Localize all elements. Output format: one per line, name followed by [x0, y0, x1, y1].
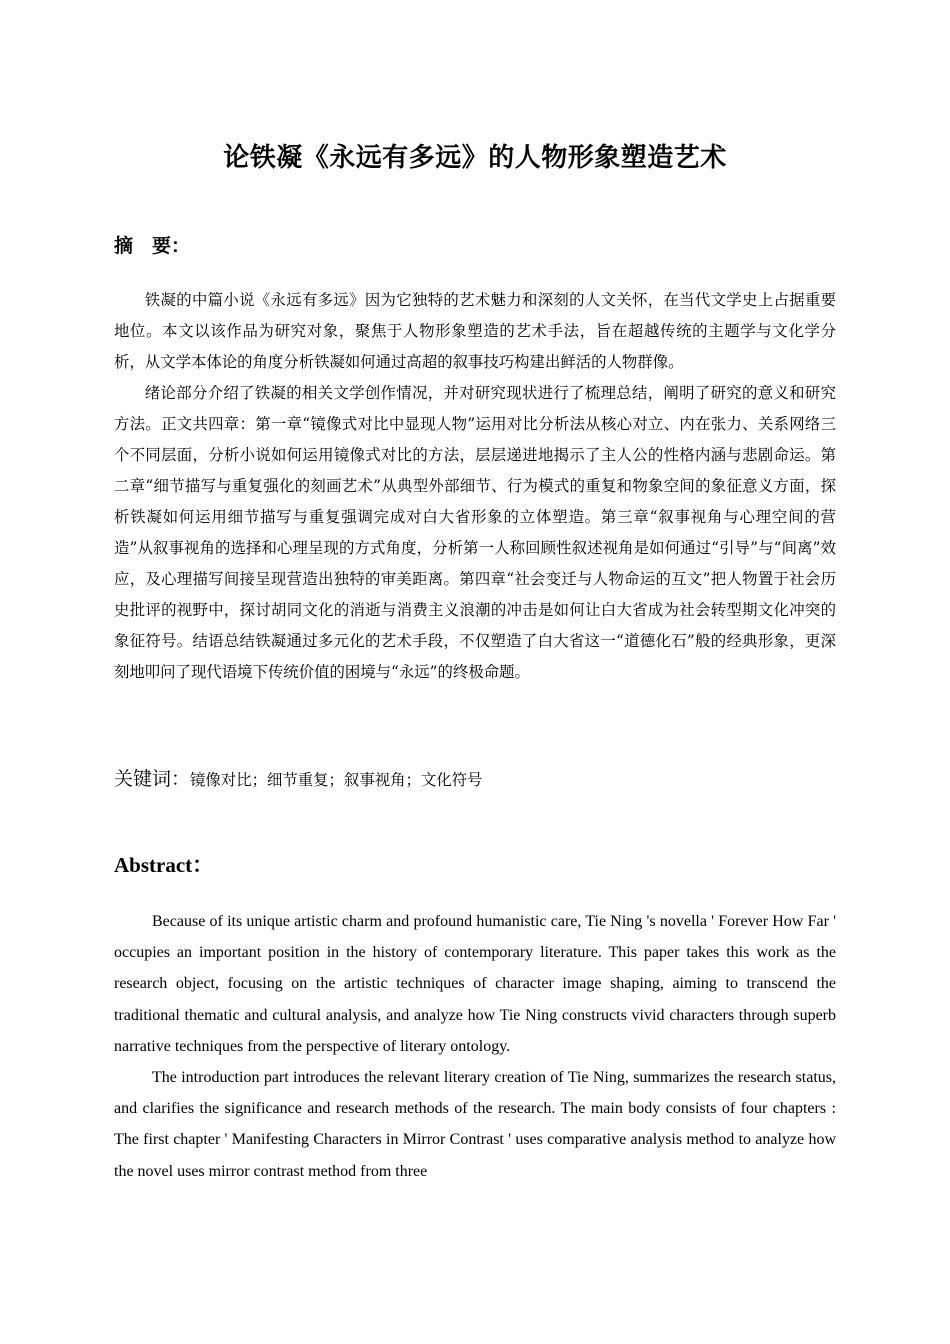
- keywords-line: [114, 764, 482, 795]
- keywords-label: 关键词：: [114, 768, 191, 790]
- abstract-en-paragraph: The introduction part introduces the relevant literary creation of Tie Ning, summarizes the research status, and clarifies the significance and research methods of the research. The main body consists of four chapters : The first chapter ' Manifesting Characters in Mirror Contrast ' uses comparative analysis method to analyze how the novel uses mirror contrast method from three: [114, 1069, 836, 1180]
- abstract-cn-heading: 摘 要：: [114, 235, 191, 257]
- abstract-en-paragraph: Because of its unique artistic charm and profound humanistic care, Tie Ning 's novella ' Forever How Far ' occupies an important position in the history of contemporary literature. This paper takes this work as the research object, focusing on the artistic techniques of character image shaping, aiming to transcend the traditional thematic and cultural analysis, and analyze how Tie Ning constructs vivid characters through superb narrative techniques from the perspective of literary ontology.: [114, 913, 836, 1055]
- abstract-cn-paragraph: 绪论部分介绍了铁凝的相关文学创作情况，并对研究现状进行了梳理总结，阐明了研究的意义和研究方法。正文共四章：第一章“镜像式对比中显现人物”运用对比分析法从核心对立、内在张力、关系网络三个不同层面，分析小说如何运用镜像式对比的方法，层层递进地揭示了主人公的性格内涵与悲剧命运。第二章“细节描写与重复强化的刻画艺术”从典型外部细节、行为模式的重复和物象空间的象征意义方面，探析铁凝如何运用细节描写与重复强调完成对白大省形象的立体塑造。第三章“叙事视角与心理空间的营造”从叙事视角的选择和心理呈现的方式角度，分析第一人称回顾性叙述视角是如何通过“引导”与“间离”效应，及心理描写间接呈现营造出独特的审美距离。第四章“社会变迁与人物命运的互文”把人物置于社会历史批评的视野中，探讨胡同文化的消逝与消费主义浪潮的冲击是如何让白大省成为社会转型期文化冲突的象征符号。结语总结铁凝通过多元化的艺术手段，不仅塑造了白大省这一“道德化石”般的经典形象，更深刻地叩问了现代语境下传统价值的困境与“永远”的终极命题。: [114, 384, 836, 681]
- paper-title: 论铁凝《永远有多远》的人物形象塑造艺术: [223, 143, 727, 173]
- abstract-cn-body: [114, 285, 836, 688]
- keywords-values: 镜像对比；细节重复；叙事视角；文化符号: [190, 771, 483, 789]
- abstract-en-body: [114, 906, 836, 1187]
- abstract-en-heading: Abstract：: [114, 853, 214, 877]
- abstract-cn-paragraph: 铁凝的中篇小说《永远有多远》因为它独特的艺术魅力和深刻的人文关怀，在当代文学史上占据重要地位。本文以该作品为研究对象，聚焦于人物形象塑造的艺术手法，旨在超越传统的主题学与文化学分析，从文学本体论的角度分析铁凝如何通过高超的叙事技巧构建出鲜活的人物群像。: [114, 291, 836, 371]
